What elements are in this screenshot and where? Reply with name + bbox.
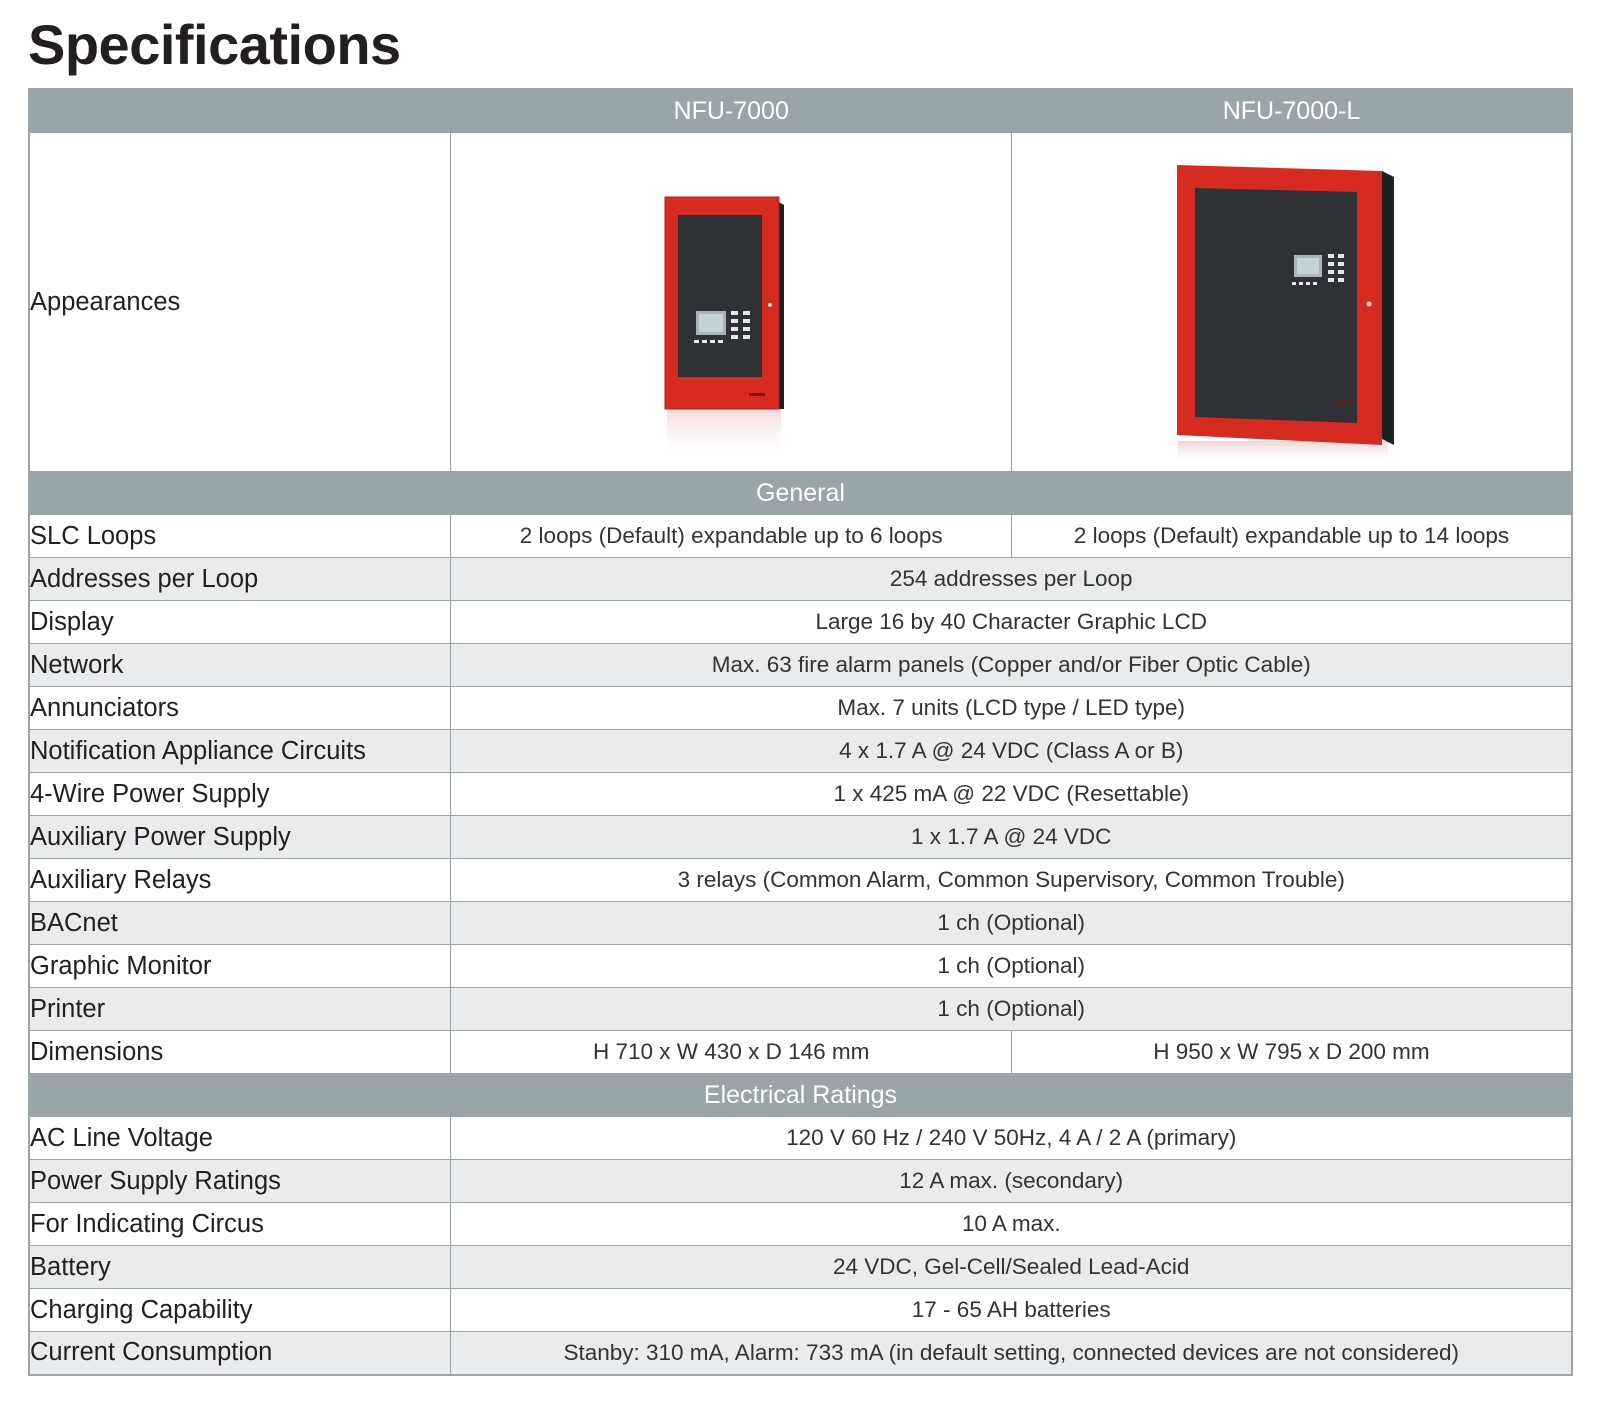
row-value-shared: 120 V 60 Hz / 240 V 50Hz, 4 A / 2 A (primary): [451, 1117, 1572, 1160]
row-value-shared: Max. 7 units (LCD type / LED type): [451, 687, 1572, 730]
row-label: Current Consumption: [29, 1332, 451, 1375]
row-label: For Indicating Circus: [29, 1203, 451, 1246]
row-label: Printer: [29, 988, 451, 1031]
spec-row: [29, 1289, 1572, 1332]
nfu-7000-image-cell: [451, 133, 1012, 472]
appearances-row: [29, 133, 1572, 472]
spec-row: [29, 558, 1572, 601]
row-value-shared: Max. 63 fire alarm panels (Copper and/or Fiber Optic Cable): [451, 644, 1572, 687]
header-model-nfu-7000-l: NFU-7000-L: [1011, 89, 1572, 133]
nfu-7000-panel-image: [451, 133, 997, 466]
row-label: Graphic Monitor: [29, 945, 451, 988]
spec-row: [29, 816, 1572, 859]
row-value-shared: 3 relays (Common Alarm, Common Supervisory, Common Trouble): [451, 859, 1572, 902]
row-label: Network: [29, 644, 451, 687]
spec-row: [29, 1332, 1572, 1375]
row-value-nfu-7000-l: 2 loops (Default) expandable up to 14 loops: [1011, 515, 1572, 558]
row-value-shared: 1 x 1.7 A @ 24 VDC: [451, 816, 1572, 859]
row-label: Notification Appliance Circuits: [29, 730, 451, 773]
spec-row: [29, 859, 1572, 902]
row-value-shared: 1 ch (Optional): [451, 945, 1572, 988]
row-value-shared: 12 A max. (secondary): [451, 1160, 1572, 1203]
spec-row: [29, 1117, 1572, 1160]
row-label: AC Line Voltage: [29, 1117, 451, 1160]
row-label: Appearances: [29, 133, 451, 472]
spec-row: [29, 1203, 1572, 1246]
row-value-nfu-7000: H 710 x W 430 x D 146 mm: [451, 1031, 1012, 1074]
section-header-row: [29, 472, 1572, 515]
row-value-shared: 17 - 65 AH batteries: [451, 1289, 1572, 1332]
spec-row: [29, 945, 1572, 988]
page-title: Specifications: [28, 13, 401, 76]
row-label: Auxiliary Relays: [29, 859, 451, 902]
row-value-shared: 10 A max.: [451, 1203, 1572, 1246]
row-value-shared: Stanby: 310 mA, Alarm: 733 mA (in default setting, connected devices are not considered): [451, 1332, 1572, 1375]
row-label: Charging Capability: [29, 1289, 451, 1332]
section-title: Electrical Ratings: [29, 1074, 1572, 1117]
nfu-7000-l-panel-image: [1012, 133, 1558, 466]
nfu-7000-l-image-cell: [1011, 133, 1572, 472]
row-value-shared: Large 16 by 40 Character Graphic LCD: [451, 601, 1572, 644]
row-value-shared: 1 x 425 mA @ 22 VDC (Resettable): [451, 773, 1572, 816]
table-header-row: [29, 89, 1572, 133]
row-value-shared: 1 ch (Optional): [451, 902, 1572, 945]
row-label: Annunciators: [29, 687, 451, 730]
spec-row: [29, 687, 1572, 730]
row-value-shared: 1 ch (Optional): [451, 988, 1572, 1031]
spec-row: [29, 988, 1572, 1031]
spec-row: [29, 902, 1572, 945]
row-label: Dimensions: [29, 1031, 451, 1074]
row-label: Power Supply Ratings: [29, 1160, 451, 1203]
spec-row: [29, 1160, 1572, 1203]
row-value-shared: 4 x 1.7 A @ 24 VDC (Class A or B): [451, 730, 1572, 773]
header-model-nfu-7000: NFU-7000: [451, 89, 1012, 133]
spec-row: [29, 601, 1572, 644]
row-value-shared: 254 addresses per Loop: [451, 558, 1572, 601]
spec-row: [29, 730, 1572, 773]
spec-table: [28, 88, 1573, 1376]
row-value-shared: 24 VDC, Gel-Cell/Sealed Lead-Acid: [451, 1246, 1572, 1289]
header-blank: [29, 89, 451, 133]
row-label: 4-Wire Power Supply: [29, 773, 451, 816]
spec-row: [29, 644, 1572, 687]
spec-row: [29, 515, 1572, 558]
row-label: Display: [29, 601, 451, 644]
row-label: Addresses per Loop: [29, 558, 451, 601]
spec-row: [29, 1246, 1572, 1289]
section-title: General: [29, 472, 1572, 515]
row-label: BACnet: [29, 902, 451, 945]
section-header-row: [29, 1074, 1572, 1117]
row-label: Auxiliary Power Supply: [29, 816, 451, 859]
row-label: Battery: [29, 1246, 451, 1289]
row-value-nfu-7000-l: H 950 x W 795 x D 200 mm: [1011, 1031, 1572, 1074]
spec-row: [29, 773, 1572, 816]
spec-row: [29, 1031, 1572, 1074]
row-label: SLC Loops: [29, 515, 451, 558]
row-value-nfu-7000: 2 loops (Default) expandable up to 6 loops: [451, 515, 1012, 558]
